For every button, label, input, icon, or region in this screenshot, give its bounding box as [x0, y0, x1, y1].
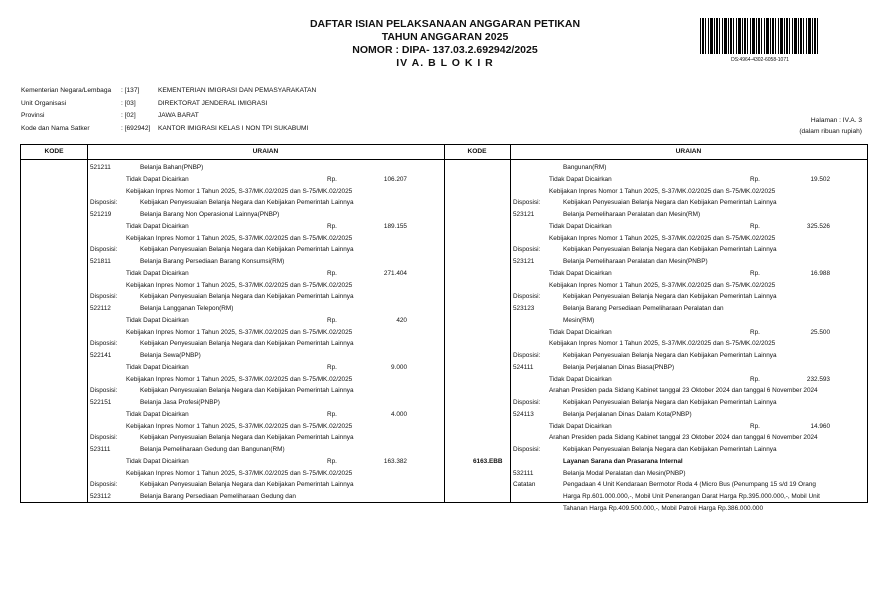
row-text: Kebijakan Penyesuaian Belanja Negara dan Kebijakan Pemerintah Lainnya: [563, 446, 777, 453]
info-label: Kode dan Nama Satker: [21, 125, 90, 133]
row-amount: 16.988: [810, 269, 830, 277]
row-text: Tidak Dapat Dicairkan: [549, 422, 612, 430]
row-label: Disposisi:: [90, 246, 118, 254]
row-text: Arahan Presiden pada Sidang Kabinet tanggal 23 Oktober 2024 dan tanggal 6 November 2024: [549, 434, 818, 442]
row-account-code: 524111: [513, 363, 534, 371]
row-amount: 325.526: [806, 222, 830, 230]
row-label: Disposisi:: [513, 293, 541, 301]
row-amount: 9.000: [391, 363, 407, 371]
row-text: Belanja Modal Peralatan dan Mesin(PNBP): [563, 469, 686, 477]
row-label: Disposisi:: [90, 199, 118, 207]
row-account-code: 532111: [513, 469, 534, 477]
row-label: Disposisi:: [513, 399, 541, 406]
row-text: Tidak Dapat Dicairkan: [126, 410, 189, 418]
row-text: Belanja Pemeliharaan Gedung dan Bangunan(RM): [140, 446, 285, 453]
divider: [510, 145, 511, 502]
unit-note: (dalam ribuan rupiah): [799, 128, 862, 135]
barcode-id: DS:4964-4302-6058-1071: [731, 57, 789, 63]
row-label: Disposisi:: [513, 446, 541, 453]
row-text: Kebijakan Penyesuaian Belanja Negara dan Kebijakan Pemerintah Lainnya: [140, 199, 354, 207]
row-account-code: 521219: [90, 211, 112, 218]
doc-section: IV A. B L O K I R: [396, 57, 494, 69]
col-header-uraian-2: URAIAN: [510, 145, 867, 160]
divider: [444, 145, 445, 502]
row-rp: Rp.: [327, 457, 337, 465]
row-account-code: 523123: [513, 305, 535, 312]
row-amount: 232.593: [806, 375, 830, 383]
row-text: Belanja Pemeliharaan Peralatan dan Mesin(RM): [563, 211, 701, 218]
row-text: Belanja Jasa Profesi(PNBP): [140, 399, 220, 406]
row-text: Kebijakan Penyesuaian Belanja Negara dan Kebijakan Pemerintah Lainnya: [563, 246, 777, 254]
info-name: DIREKTORAT JENDERAL IMIGRASI: [158, 99, 268, 107]
row-rp: Rp.: [327, 175, 337, 183]
row-amount: 19.502: [810, 175, 830, 183]
row-text: Kebijakan Inpres Nomor 1 Tahun 2025, S-37/MK.02/2025 dan S-75/MK.02/2025: [126, 375, 353, 383]
info-code: : [03]: [121, 99, 136, 107]
row-text: Kebijakan Inpres Nomor 1 Tahun 2025, S-37/MK.02/2025 dan S-75/MK.02/2025: [126, 328, 353, 336]
row-text: Kebijakan Penyesuaian Belanja Negara dan Kebijakan Pemerintah Lainnya: [563, 293, 777, 301]
page-number: Halaman : IV.A. 3: [810, 117, 862, 124]
row-text: Kebijakan Penyesuaian Belanja Negara dan Kebijakan Pemerintah Lainnya: [140, 246, 354, 254]
row-rp: Rp.: [750, 422, 760, 430]
row-text: Belanja Barang Persediaan Pemeliharaan Gedung dan: [140, 493, 296, 500]
row-account-code: 524113: [513, 410, 534, 418]
row-text: Kebijakan Penyesuaian Belanja Negara dan Kebijakan Pemerintah Lainnya: [140, 434, 354, 442]
row-label: Catatan: [513, 481, 536, 489]
row-text: Kebijakan Penyesuaian Belanja Negara dan Kebijakan Pemerintah Lainnya: [140, 481, 354, 489]
row-text: Kebijakan Penyesuaian Belanja Negara dan Kebijakan Pemerintah Lainnya: [140, 387, 354, 395]
row-text: Belanja Sewa(PNBP): [140, 352, 201, 359]
row-account-code: 523112: [90, 493, 111, 500]
row-text: Kebijakan Penyesuaian Belanja Negara dan Kebijakan Pemerintah Lainnya: [140, 293, 354, 301]
row-text: Layanan Sarana dan Prasarana Internal: [563, 457, 683, 465]
row-amount: 163.382: [383, 457, 407, 465]
info-label: Unit Organisasi: [21, 99, 67, 107]
row-rp: Rp.: [327, 316, 337, 324]
row-rp: Rp.: [750, 222, 760, 230]
row-account-code: 522141: [90, 352, 112, 359]
row-label: Disposisi:: [90, 434, 118, 442]
row-account-code: 521211: [90, 164, 111, 171]
row-text: Tidak Dapat Dicairkan: [126, 269, 189, 277]
doc-year: TAHUN ANGGARAN 2025: [381, 31, 509, 43]
row-text: Kebijakan Inpres Nomor 1 Tahun 2025, S-37/MK.02/2025 dan S-75/MK.02/2025: [126, 234, 353, 242]
row-text: Kebijakan Inpres Nomor 1 Tahun 2025, S-37/MK.02/2025 dan S-75/MK.02/2025: [549, 187, 776, 195]
row-rp: Rp.: [750, 175, 760, 183]
info-code: : [02]: [121, 112, 136, 120]
row-rp: Rp.: [327, 222, 337, 230]
doc-number: NOMOR : DIPA- 137.03.2.692942/2025: [352, 44, 538, 56]
row-text: Kebijakan Penyesuaian Belanja Negara dan Kebijakan Pemerintah Lainnya: [563, 199, 777, 207]
info-label: Kementerian Negara/Lembaga: [21, 87, 112, 94]
info-code: : [692942]: [121, 125, 151, 133]
row-text: Kebijakan Inpres Nomor 1 Tahun 2025, S-37/MK.02/2025 dan S-75/MK.02/2025: [549, 234, 776, 242]
row-text: Harga Rp.601.000.000,-, Mobil Unit Penerangan Darat Harga Rp.395.000.000,-, Mobil Unit: [563, 493, 820, 500]
row-text: Tidak Dapat Dicairkan: [126, 316, 189, 324]
row-text: Kebijakan Inpres Nomor 1 Tahun 2025, S-37/MK.02/2025 dan S-75/MK.02/2025: [126, 422, 353, 430]
row-amount: 189.155: [383, 222, 407, 230]
row-text: Mesin(RM): [563, 316, 595, 324]
row-text: Tidak Dapat Dicairkan: [549, 269, 612, 277]
row-amount: 420: [396, 316, 407, 324]
row-account-code: 523121: [513, 258, 535, 265]
row-text: Belanja Pemeliharaan Peralatan dan Mesin(PNBP): [563, 258, 708, 265]
row-label: Disposisi:: [513, 352, 541, 359]
row-text: Bangunan(RM): [563, 164, 607, 171]
row-rp: Rp.: [750, 375, 760, 383]
row-text: Belanja Perjalanan Dinas Dalam Kota(PNBP): [563, 410, 692, 418]
row-account-code: 522151: [90, 399, 112, 406]
row-text: Tidak Dapat Dicairkan: [126, 363, 189, 371]
row-text: Belanja Perjalanan Dinas Biasa(PNBP): [563, 363, 675, 371]
row-rp: Rp.: [750, 328, 760, 336]
row-text: Kebijakan Inpres Nomor 1 Tahun 2025, S-37/MK.02/2025 dan S-75/MK.02/2025: [549, 281, 776, 289]
row-text: Tidak Dapat Dicairkan: [126, 222, 189, 230]
row-text: Belanja Barang Persediaan Pemeliharaan Peralatan dan: [563, 305, 724, 312]
row-text: Arahan Presiden pada Sidang Kabinet tanggal 23 Oktober 2024 dan tanggal 6 November 2024: [549, 387, 818, 395]
info-name: KEMENTERIAN IMIGRASI DAN PEMASYARAKATAN: [158, 87, 317, 94]
row-label: Disposisi:: [90, 387, 118, 395]
row-account-code: 521811: [90, 258, 111, 265]
row-rp: Rp.: [327, 269, 337, 277]
row-text: Pengadaan 4 Unit Kendaraan Bermotor Roda 4 (Micro Bus (Penumpang 15 s/d 19 Orang: [563, 481, 816, 489]
info-name: JAWA BARAT: [158, 112, 199, 120]
row-text: Tidak Dapat Dicairkan: [549, 222, 612, 230]
row-amount: 14.960: [810, 422, 830, 430]
row-rp: Rp.: [327, 410, 337, 418]
row-amount: 106.207: [383, 175, 407, 183]
row-text: Belanja Barang Non Operasional Lainnya(PNBP): [140, 211, 280, 218]
col-header-uraian: URAIAN: [87, 145, 444, 160]
row-amount: 4.000: [391, 410, 407, 418]
row-text: Belanja Bahan(PNBP): [140, 164, 204, 171]
row-text: Tidak Dapat Dicairkan: [126, 175, 189, 183]
row-text: Kebijakan Inpres Nomor 1 Tahun 2025, S-37/MK.02/2025 dan S-75/MK.02/2025: [549, 340, 776, 348]
row-text: Kebijakan Penyesuaian Belanja Negara dan Kebijakan Pemerintah Lainnya: [563, 352, 777, 359]
row-text: Kebijakan Inpres Nomor 1 Tahun 2025, S-37/MK.02/2025 dan S-75/MK.02/2025: [126, 281, 353, 289]
info-name: KANTOR IMIGRASI KELAS I NON TPI SUKABUMI: [158, 125, 309, 133]
col-header-kode: KODE: [21, 145, 87, 160]
row-rp: Rp.: [750, 269, 760, 277]
barcode-image: [700, 18, 820, 54]
info-code: : [137]: [121, 87, 140, 94]
row-account-code: 523111: [90, 446, 111, 453]
row-text: Belanja Langganan Telepon(RM): [140, 305, 234, 312]
row-text: Tidak Dapat Dicairkan: [126, 457, 189, 465]
row-amount: 271.404: [383, 269, 407, 277]
row-text: Tidak Dapat Dicairkan: [549, 175, 612, 183]
row-text: Kebijakan Inpres Nomor 1 Tahun 2025, S-37/MK.02/2025 dan S-75/MK.02/2025: [126, 187, 353, 195]
row-label: Disposisi:: [90, 481, 118, 489]
row-text: Kebijakan Inpres Nomor 1 Tahun 2025, S-37/MK.02/2025 dan S-75/MK.02/2025: [126, 469, 353, 477]
row-amount: 25.500: [810, 328, 830, 336]
row-text: Kebijakan Penyesuaian Belanja Negara dan Kebijakan Pemerintah Lainnya: [563, 399, 777, 406]
row-text: Tahanan Harga Rp.409.500.000,-, Mobil Patroli Harga Rp.386.000.000: [563, 504, 764, 512]
row-text: Kebijakan Penyesuaian Belanja Negara dan Kebijakan Pemerintah Lainnya: [140, 340, 354, 348]
row-account-code: 523121: [513, 211, 535, 218]
row-label: Disposisi:: [90, 293, 118, 301]
row-label: Disposisi:: [513, 199, 541, 207]
row-text: Tidak Dapat Dicairkan: [549, 328, 612, 336]
blokir-table: [20, 144, 868, 512]
divider: [87, 145, 88, 502]
row-label: Disposisi:: [513, 246, 541, 254]
row-label: Disposisi:: [90, 340, 118, 348]
info-label: Provinsi: [21, 112, 45, 120]
row-rp: Rp.: [327, 363, 337, 371]
col-header-kode-2: KODE: [444, 145, 510, 160]
doc-title: DAFTAR ISIAN PELAKSANAAN ANGGARAN PETIKAN: [309, 18, 581, 30]
row-text: Tidak Dapat Dicairkan: [549, 375, 612, 383]
row-text: Belanja Barang Persediaan Barang Konsumsi(RM): [140, 258, 285, 265]
row-account-code: 522112: [90, 305, 111, 312]
row-kode: 6163.EBB: [473, 457, 503, 465]
